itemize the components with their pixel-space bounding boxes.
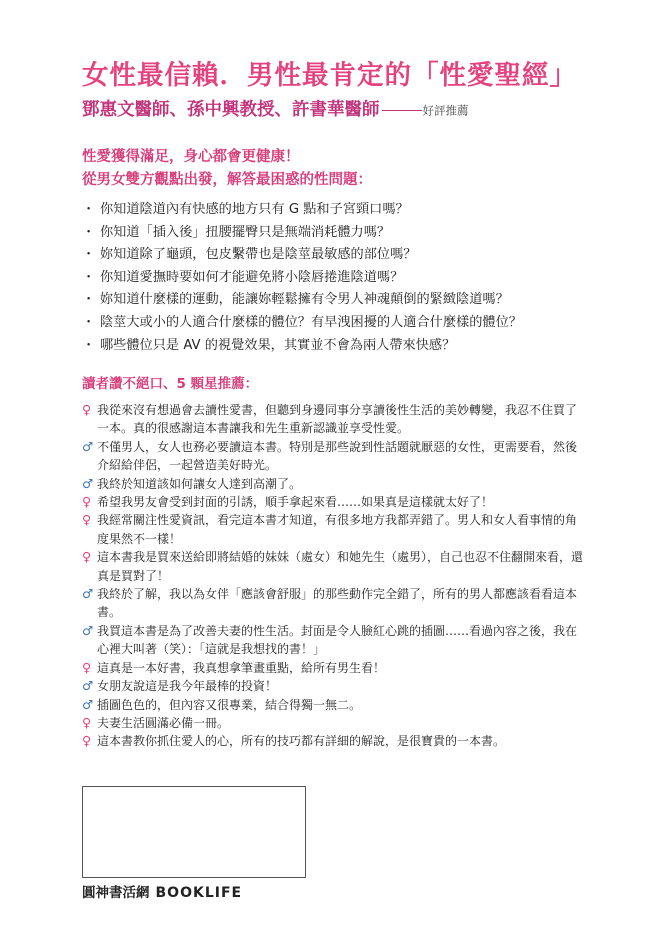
bullet-icon: ・ xyxy=(82,202,96,217)
review-list xyxy=(82,401,587,751)
review-text: 我經常關注性愛資訊，看完這本書才知道，有很多地方我都弄錯了。男人和女人看事情的角度果然不一樣！ xyxy=(97,513,578,546)
question-text: 妳知道除了龜頭，包皮繫帶也是陰莖最敏感的部位嗎？ xyxy=(100,247,417,263)
review-item xyxy=(82,475,587,493)
bullet-icon: ・ xyxy=(82,224,96,240)
endorsing-doctors: 鄧惠文醫師、孫中興教授、許書華醫師 xyxy=(82,100,380,120)
review-item xyxy=(82,493,587,511)
publisher-name: 圓神書活網 xyxy=(82,885,150,901)
male-symbol-icon: ♂ xyxy=(82,586,94,602)
review-item xyxy=(82,585,587,622)
female-symbol-icon: ♀ xyxy=(82,733,92,749)
headline: 女性最信賴．男性最肯定的「性愛聖經」 xyxy=(82,60,577,91)
male-symbol-icon: ♂ xyxy=(82,622,94,638)
review-text: 插圖色色的，但內容又很專業，結合得獨一無二。 xyxy=(97,697,362,712)
question-text: 你知道「插入後」扭腰擺臀只是無端消耗體力嗎？ xyxy=(100,224,391,240)
female-symbol-icon: ♀ xyxy=(82,512,92,528)
review-text: 這本書我是買來送給即將結婚的妹妹（處女）和她先生（處男），自己也忍不住翻開來看，還真是買對了！ xyxy=(97,550,584,583)
review-item xyxy=(82,732,587,750)
female-symbol-icon: ♀ xyxy=(82,549,92,565)
review-item xyxy=(82,438,587,475)
review-item xyxy=(82,401,587,438)
male-symbol-icon: ♂ xyxy=(82,696,94,712)
review-item xyxy=(82,511,587,548)
question-item xyxy=(82,222,522,245)
female-symbol-icon: ♀ xyxy=(82,659,92,675)
question-text: 你知道陰道內有快感的地方只有 G 點和子宮頸口嗎？ xyxy=(100,202,409,217)
question-list xyxy=(82,199,522,357)
intro-line-1: 性愛獲得滿足，身心都會更健康！ xyxy=(82,149,300,165)
review-text: 這本書教你抓住愛人的心，所有的技巧都有詳細的解說，是很寶貴的一本書。 xyxy=(97,734,506,749)
question-text: 陰莖大或小的人適合什麼樣的體位？有早洩困擾的人適合什麼樣的體位？ xyxy=(100,314,522,330)
bullet-icon: ・ xyxy=(82,292,96,308)
female-symbol-icon: ♀ xyxy=(82,402,92,417)
endorsement-line xyxy=(82,98,469,123)
bullet-icon: ・ xyxy=(82,314,96,330)
review-text: 夫妻生活圓滿必備一冊。 xyxy=(97,715,230,730)
footer xyxy=(82,882,242,903)
review-item xyxy=(82,696,587,714)
reviews-heading: 讀者讚不絕口、5 顆星推薦： xyxy=(82,376,259,392)
male-symbol-icon: ♂ xyxy=(82,438,94,454)
review-text: 希望我男友會受到封面的引誘，順手拿起來看……如果真是這樣就太好了！ xyxy=(97,495,494,510)
review-item xyxy=(82,714,587,732)
question-text: 哪些體位只是 AV 的視覺效果，其實並不會為兩人帶來快感？ xyxy=(100,337,456,353)
review-item xyxy=(82,622,587,659)
female-symbol-icon: ♀ xyxy=(82,494,92,510)
review-text: 我終於了解，我以為女伴「應該會舒服」的那些動作完全錯了，所有的男人都應該看看這本書。 xyxy=(97,587,578,620)
male-symbol-icon: ♂ xyxy=(82,475,94,491)
question-item xyxy=(82,199,522,222)
intro-line-2: 從男女雙方觀點出發，解答最困惑的性問題： xyxy=(82,172,372,188)
dash-divider xyxy=(382,110,422,111)
female-symbol-icon: ♀ xyxy=(82,714,92,730)
intro-block xyxy=(82,146,372,192)
question-item xyxy=(82,335,522,358)
review-item xyxy=(82,659,587,677)
review-text: 我終於知道該如何讓女人達到高潮了。 xyxy=(97,476,302,491)
review-text: 我從來沒有想過會去讀性愛書，但聽到身邊同事分享讀後性生活的美妙轉變，我忍不住買了一本。真的很感謝這本書讓我和先生重新認識並享受性愛。 xyxy=(97,403,578,436)
question-item xyxy=(82,244,522,267)
question-item xyxy=(82,312,522,335)
male-symbol-icon: ♂ xyxy=(82,678,94,694)
bullet-icon: ・ xyxy=(82,337,96,353)
recommend-label: 好評推薦 xyxy=(422,103,469,118)
review-item xyxy=(82,548,587,585)
question-item xyxy=(82,267,522,290)
review-item xyxy=(82,677,587,695)
review-text: 女朋友說這是我今年最棒的投資！ xyxy=(97,679,278,694)
bullet-icon: ・ xyxy=(82,269,96,285)
question-text: 妳知道什麼樣的運動，能讓妳輕鬆擁有令男人神魂顛倒的緊緻陰道嗎？ xyxy=(100,292,509,308)
review-text: 這真是一本好書，我真想拿筆畫重點，給所有男生看！ xyxy=(97,660,386,675)
blank-box xyxy=(82,786,306,878)
question-item xyxy=(82,289,522,312)
booklife-logo: BOOKLIFE xyxy=(155,885,243,901)
review-text: 不僅男人，女人也務必要讀這本書。特別是那些說到性話題就厭惡的女性，更需要看，然後介紹給伴侶，一起營造美好時光。 xyxy=(97,439,578,473)
question-text: 你知道愛撫時要如何才能避免將小陰唇捲進陰道嗎？ xyxy=(100,269,404,285)
review-text: 我買這本書是為了改善夫妻的性生活。封面是令人臉紅心跳的插圖……看過內容之後，我在心裡大叫著（笑）：「這就是我想找的書！」 xyxy=(97,623,578,657)
bullet-icon: ・ xyxy=(82,247,96,263)
